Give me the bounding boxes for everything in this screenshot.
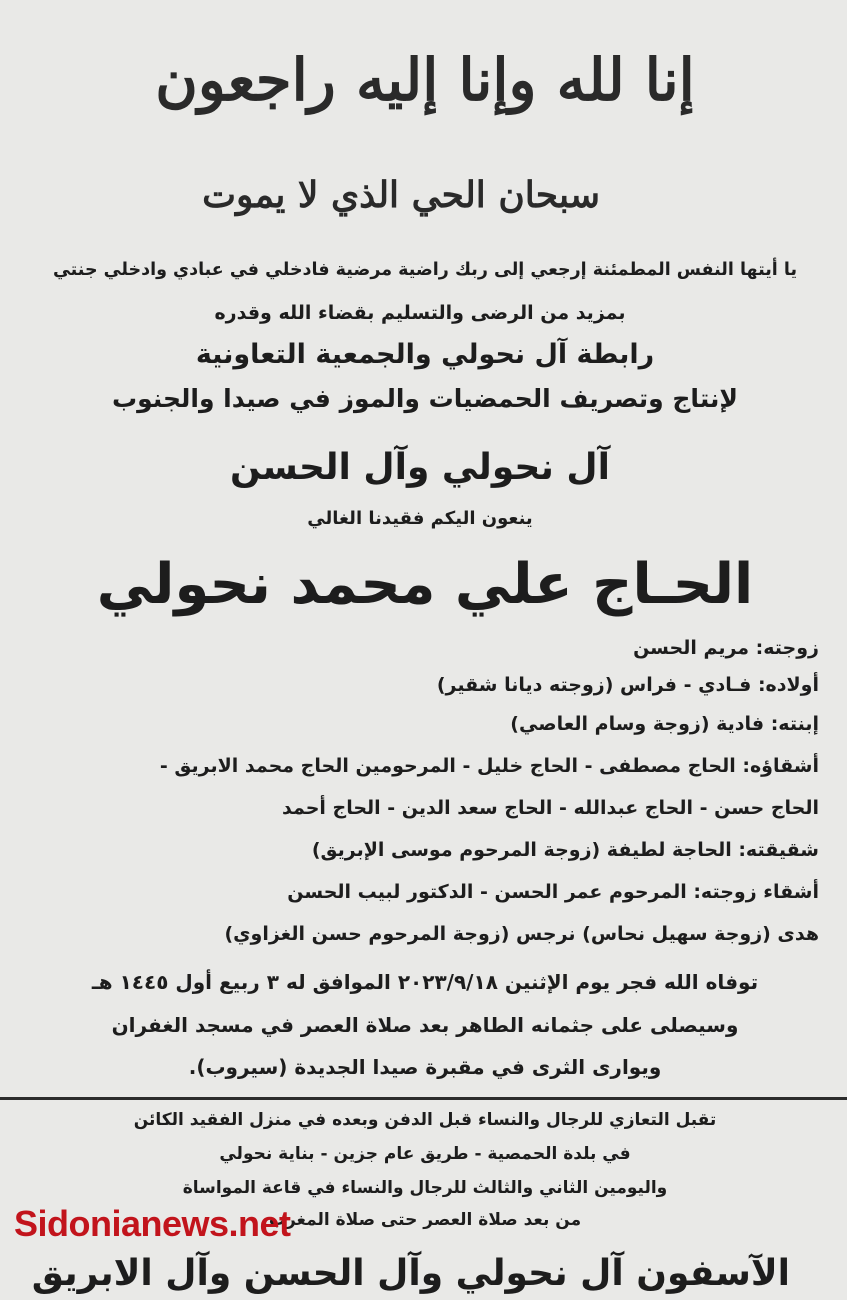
prayer-line: وسيصلى على جثمانه الطاهر بعد صلاة العصر في مسجد الغفران bbox=[111, 1013, 739, 1037]
families-title: آل نحولي وآل الحسن bbox=[230, 447, 610, 488]
relative-in-laws-2: هدى (زوجة سهيل نحاس) نرجس (زوجة المرحوم حسن الغزاوي) bbox=[224, 923, 819, 945]
relative-sons: أولاده: فـادي - فراس (زوجته ديانا شقير) bbox=[436, 674, 819, 696]
divider bbox=[0, 1097, 847, 1100]
quran-verse: يا أيتها النفس المطمئنة إرجعي إلى ربك راضية مرضية فادخلي في عبادي وادخلي جنتي bbox=[52, 260, 798, 280]
condolence-line-3: واليومين الثاني والثالث للرجال والنساء في قاعة المواساة bbox=[182, 1178, 668, 1198]
relative-brothers-2: الحاج حسن - الحاج عبدالله - الحاج سعد الدين - الحاج أحمد bbox=[281, 797, 819, 819]
mourners-footer: الآسفون آل نحولي وآل الحسن وآل الابريق bbox=[31, 1253, 790, 1294]
acceptance-line: بمزيد من الرضى والتسليم بقضاء الله وقدره bbox=[214, 302, 626, 324]
relative-wife: زوجته: مريم الحسن bbox=[633, 637, 819, 659]
header-subtitle: سبحان الحي الذي لا يموت bbox=[202, 174, 600, 216]
relative-daughter: إبنته: فادية (زوجة وسام العاصي) bbox=[510, 713, 819, 735]
condolence-line-4: من بعد صلاة العصر حتى صلاة المغرب bbox=[268, 1210, 582, 1230]
announce-line: ينعون اليكم فقيدنا الغالي bbox=[307, 508, 533, 529]
relative-in-laws: أشقاء زوجته: المرحوم عمر الحسن - الدكتور لبيب الحسن bbox=[287, 881, 819, 903]
condolence-line-1: تقبل التعازي للرجال والنساء قبل الدفن وبعده في منزل الفقيد الكائن bbox=[133, 1110, 717, 1130]
relative-brothers-1: أشقاؤه: الحاج مصطفى - الحاج خليل - المرحومين الحاج محمد الابريق - bbox=[159, 755, 819, 777]
org-line-1: رابطة آل نحولي والجمعية التعاونية bbox=[195, 339, 655, 370]
relative-sister: شقيقته: الحاجة لطيفة (زوجة المرحوم موسى الإبريق) bbox=[311, 839, 819, 861]
org-line-2: لإنتاج وتصريف الحمضيات والموز في صيدا والجنوب bbox=[111, 384, 739, 413]
site-watermark: Sidonianews.net bbox=[14, 1203, 291, 1244]
condolence-line-2: في بلدة الحمصية - طريق عام جزين - بناية نحولي bbox=[219, 1144, 631, 1164]
burial-line: ويوارى الثرى في مقبرة صيدا الجديدة (سيروب). bbox=[188, 1055, 662, 1079]
deceased-name: الحـاج علي محمد نحولي bbox=[96, 552, 754, 617]
header-verse: إنا لله وإنا إليه راجعون bbox=[155, 46, 695, 114]
death-date-line: توفاه الله فجر يوم الإثنين ٢٠٢٣/٩/١٨ الموافق له ٣ ربيع أول ١٤٤٥ هـ bbox=[91, 970, 759, 994]
